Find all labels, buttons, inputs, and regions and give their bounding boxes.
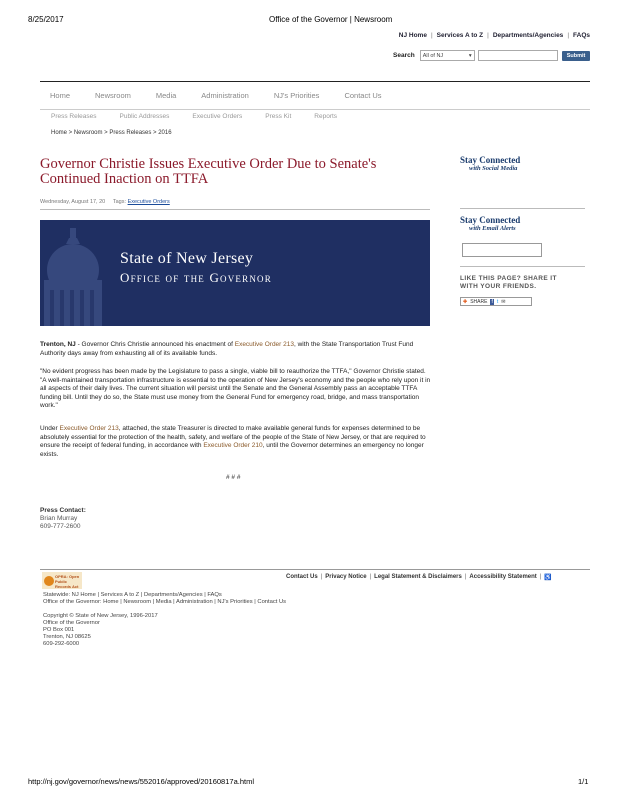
subnav-public-addresses[interactable]: Public Addresses	[119, 113, 170, 120]
email-subheading: with Email Alerts	[469, 225, 516, 232]
footer-privacy[interactable]: Privacy Notice	[325, 574, 367, 580]
banner-line-2: Office of the Governor	[120, 270, 272, 285]
footer-addr-4: 609-292-6000	[43, 641, 80, 647]
footer-addr-3: Trenton, NJ 08625	[43, 634, 91, 640]
footer-legal[interactable]: Legal Statement & Disclaimers	[374, 574, 462, 580]
link-eo-210[interactable]: Executive Order 210	[203, 442, 263, 449]
article-date: Wednesday, August 17, 20	[40, 199, 106, 205]
footer-addr-2: PO Box 001	[43, 627, 75, 633]
banner-line-1: State of New Jersey	[120, 250, 254, 267]
breadcrumb[interactable]: Home > Newsroom > Press Releases > 2016	[51, 130, 172, 136]
footer-accessibility[interactable]: Accessibility Statement	[469, 574, 537, 580]
search-submit-button[interactable]: Submit	[562, 51, 591, 61]
footer-copyright: Copyright © State of New Jersey, 1996-2017	[43, 613, 158, 619]
sidebar-divider	[460, 208, 585, 209]
paragraph-2: "No evident progress has been made by the Legislature to pass a single, viable bill to reauthorize the TTFA," Governor Christie stated. "A well-maintained transportation infrastructure is essential to the operation of New Jersey's economy and the people who rely upon it in all aspects of their daily lives. The current situation will persist until the Senate and the General Assembly pass an acceptable TTFA funding bill. Until they do so, the State must use money from the General Fund for emergency road, bridge, and mass transportation work."	[40, 368, 431, 409]
nav-contact[interactable]: Contact Us	[344, 91, 382, 100]
search-bar	[393, 50, 590, 61]
subnav-executive-orders[interactable]: Executive Orders	[192, 113, 243, 120]
sidebar-email	[460, 215, 585, 232]
governor-banner	[40, 220, 430, 326]
print-date: 8/25/2017	[28, 15, 64, 24]
share-prompt: LIKE THIS PAGE? SHARE IT WITH YOUR FRIENDS.	[460, 275, 557, 290]
opra-logo-line-2: Public Records Act	[55, 579, 79, 589]
paragraph-1: Trenton, NJ - Governor Chris Christie announced his enactment of Executive Order 213, with the State Transportation Trust Fund Authority days away from exhausting all of its available funds.	[40, 341, 414, 357]
social-subheading[interactable]: with Social Media	[469, 165, 518, 172]
facebook-icon: f	[491, 298, 493, 305]
link-eo-213[interactable]: Executive Order 213	[234, 341, 294, 348]
subnav-press-kit[interactable]: Press Kit	[265, 113, 292, 120]
nav-administration[interactable]: Administration	[201, 91, 249, 100]
footer-contact[interactable]: Contact Us	[286, 574, 318, 580]
footer-links: Contact Us | Privacy Notice | Legal Statement & Disclaimers | Accessibility Statement | ♿	[286, 574, 552, 581]
chevron-down-icon: ▾	[468, 52, 472, 59]
top-link-faqs[interactable]: FAQs	[573, 32, 590, 39]
top-link-departments[interactable]: Departments/Agencies	[492, 32, 564, 39]
top-link-nj-home[interactable]: NJ Home	[398, 32, 427, 39]
footer-office[interactable]: Office of the Governor: Home | Newsroom | Media | Administration | NJ's Priorities | Contact Us	[43, 599, 287, 605]
nav-home[interactable]: Home	[50, 91, 71, 100]
footer-divider	[40, 569, 590, 570]
share-button[interactable]: ✚ SHARE f t ✉	[460, 297, 532, 306]
top-links: NJ Home | Services A to Z | Departments/Agencies | FAQs	[398, 32, 590, 39]
contact-phone: 609-777-2600	[40, 523, 81, 530]
main-nav	[40, 81, 590, 110]
twitter-icon: t	[496, 298, 499, 305]
opra-logo[interactable]	[42, 572, 82, 589]
print-url: http://nj.gov/governor/news/news/552016/approved/20160817a.html	[28, 777, 254, 786]
print-title: Office of the Governor | Newsroom	[269, 15, 393, 24]
paragraph-3: Under Executive Order 213, attached, the state Treasurer is directed to make available general funds for expenses determined to be absolutely essential for the protection of the health, safety, and welfare of the people of the State of New Jersey, or that are required to ensure the receipt of federal funding, in accordance with Executive Order 210, until the Governor determines an emergency no longer exists.	[40, 425, 426, 458]
contact-label: Press Contact:	[40, 507, 86, 514]
footer-statewide[interactable]: Statewide: NJ Home | Services A to Z | Departments/Agencies | FAQs	[43, 592, 222, 598]
contact-name: Brian Murray	[40, 515, 78, 522]
print-page: 1/1	[578, 777, 589, 786]
share-plus-icon: ✚	[463, 298, 468, 305]
social-heading: Stay Connected	[460, 155, 521, 165]
article-meta	[40, 199, 430, 210]
sidebar-social	[460, 155, 585, 172]
footer-addr-1: Office of the Governor	[43, 620, 100, 626]
email-icon: ✉	[501, 298, 506, 305]
search-scope-select[interactable]: All of NJ ▾	[420, 50, 475, 61]
nav-newsroom[interactable]: Newsroom	[95, 91, 131, 100]
sidebar-divider-2	[460, 266, 585, 267]
subnav-press-releases[interactable]: Press Releases	[51, 113, 97, 120]
page-title: Governor Christie Issues Executive Order Due to Senate's Continued Inaction on TTFA	[40, 156, 377, 187]
email-alert-input[interactable]	[462, 243, 542, 257]
opra-logo-line-1: OPRA: Open	[55, 574, 80, 579]
press-contact	[40, 507, 86, 531]
sub-nav	[51, 113, 360, 120]
tags-label: Tags:	[112, 199, 127, 205]
email-heading: Stay Connected	[460, 215, 521, 225]
tag-link-executive-orders[interactable]: Executive Orders	[127, 199, 170, 205]
nav-media[interactable]: Media	[155, 91, 177, 100]
subnav-reports[interactable]: Reports	[314, 113, 338, 120]
search-input[interactable]	[478, 50, 558, 61]
link-eo-213-2[interactable]: Executive Order 213	[59, 425, 119, 432]
end-mark: # # #	[226, 474, 241, 481]
top-link-services[interactable]: Services A to Z	[436, 32, 484, 39]
nav-priorities[interactable]: NJ's Priorities	[273, 91, 320, 100]
accessibility-icon: ♿	[544, 575, 552, 581]
dateline: Trenton, NJ	[40, 341, 76, 348]
search-label: Search	[393, 52, 415, 59]
